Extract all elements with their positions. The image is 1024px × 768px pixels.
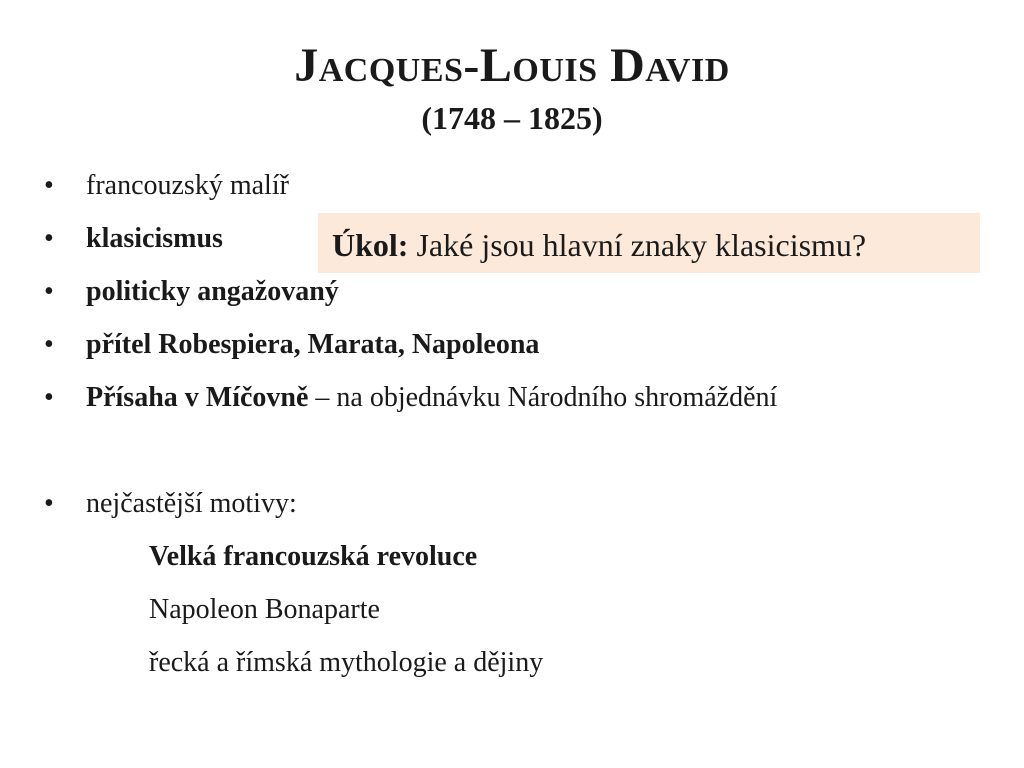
bullet-dot: • — [44, 223, 54, 254]
motif-item — [44, 537, 1004, 590]
bullet-item — [44, 378, 1004, 431]
bullet-text: přítel Robespiera, Marata, Napoleona — [86, 329, 540, 360]
bullet-dot: • — [44, 276, 54, 307]
bullet-item — [44, 166, 1004, 219]
bullet-text-rest: – na objednávku Národního shromáždění — [308, 382, 778, 413]
task-box — [318, 213, 980, 273]
bullet-text: klasicismus — [86, 223, 223, 254]
bullet-dot: • — [44, 488, 54, 519]
bullet-text: politicky angažovaný — [86, 276, 339, 307]
motif-item — [44, 590, 1004, 643]
spacer — [44, 431, 1004, 484]
bullet-text: francouzský malíř — [86, 170, 289, 201]
task-question: Jaké jsou hlavní znaky klasicismu? — [408, 227, 867, 263]
bullet-dot: • — [44, 170, 54, 201]
bullet-item — [44, 325, 1004, 378]
motif-text: řecká a římská mythologie a dějiny — [149, 647, 544, 678]
bullet-item — [44, 272, 1004, 325]
bullet-text-bold: Přísaha v Míčovně — [86, 382, 309, 413]
slide-subtitle: (1748 – 1825) — [421, 100, 603, 136]
slide-title: Jacques-Louis David — [294, 39, 730, 92]
bullet-item — [44, 484, 1004, 537]
bullet-dot: • — [44, 382, 54, 413]
motif-text: Velká francouzská revoluce — [149, 541, 478, 572]
motif-text: Napoleon Bonaparte — [149, 594, 380, 625]
motif-item — [44, 643, 1004, 696]
task-label: Úkol: — [332, 227, 409, 263]
bullet-text: nejčastější motivy: — [86, 488, 297, 519]
bullet-dot: • — [44, 329, 54, 360]
